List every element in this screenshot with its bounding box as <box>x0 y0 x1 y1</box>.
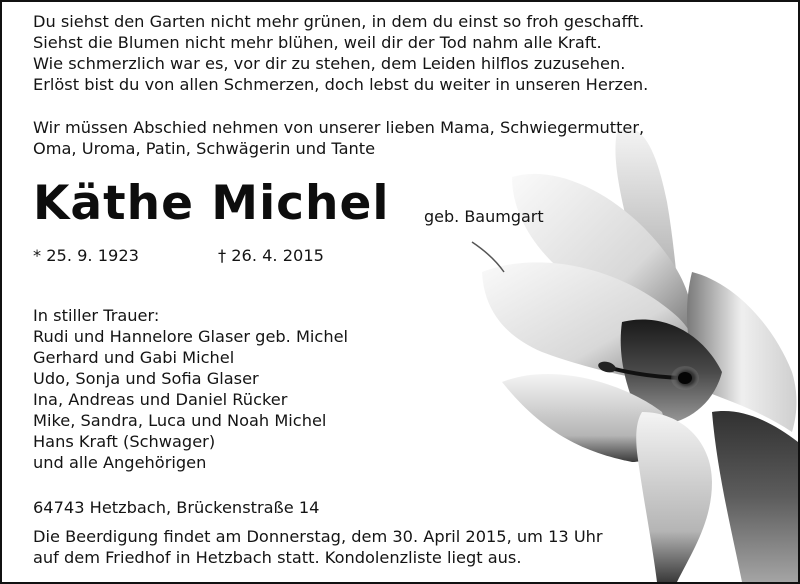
mourner-entry: Mike, Sandra, Luca und Noah Michel <box>33 411 327 430</box>
intro-line: Oma, Uroma, Patin, Schwägerin und Tante <box>33 139 376 158</box>
death-date: † 26. 4. 2015 <box>218 246 324 265</box>
mourner-entry: Hans Kraft (Schwager) <box>33 432 216 451</box>
poem <box>33 11 648 95</box>
poem-line: Wie schmerzlich war es, vor dir zu stehen, dem Leiden hilflos zuzusehen. <box>33 54 626 73</box>
family-address: 64743 Hetzbach, Brückenstraße 14 <box>33 498 320 517</box>
mourner-entry: Gerhard und Gabi Michel <box>33 348 235 367</box>
farewell-intro <box>33 117 644 159</box>
birth-date: * 25. 9. 1923 <box>33 246 139 265</box>
mourners-list <box>33 305 348 473</box>
deceased-name: Käthe Michel <box>33 176 390 231</box>
mourner-entry: Ina, Andreas und Daniel Rücker <box>33 390 288 409</box>
mourner-entry: Rudi und Hannelore Glaser geb. Michel <box>33 327 349 346</box>
funeral-line: auf dem Friedhof in Hetzbach statt. Kondolenzliste liegt aus. <box>33 548 522 567</box>
poem-line: Siehst die Blumen nicht mehr blühen, weil dir der Tod nahm alle Kraft. <box>33 33 602 52</box>
funeral-line: Die Beerdigung findet am Donnerstag, dem 30. April 2015, um 13 Uhr <box>33 527 603 546</box>
intro-line: Wir müssen Abschied nehmen von unserer lieben Mama, Schwiegermutter, <box>33 118 645 137</box>
poem-line: Erlöst bist du von allen Schmerzen, doch lebst du weiter in unseren Herzen. <box>33 75 649 94</box>
funeral-info <box>33 526 603 568</box>
mourner-entry: Udo, Sonja und Sofia Glaser <box>33 369 259 388</box>
maiden-name: geb. Baumgart <box>424 207 544 226</box>
poem-line: Du siehst den Garten nicht mehr grünen, in dem du einst so froh geschafft. <box>33 12 645 31</box>
mourner-entry: und alle Angehörigen <box>33 453 207 472</box>
mourners-heading: In stiller Trauer: <box>33 306 160 325</box>
lily-flower-image <box>442 112 798 582</box>
